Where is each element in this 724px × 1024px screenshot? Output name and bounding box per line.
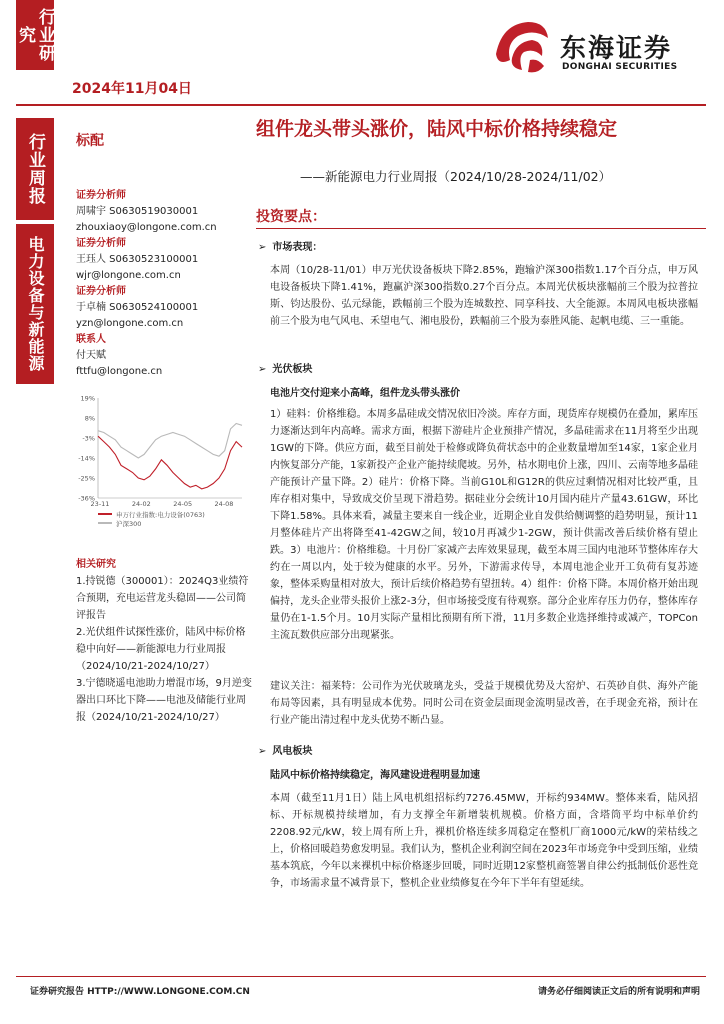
series-line [98,436,242,489]
analyst-role: 证券分析师 [76,286,126,297]
donghai-logo-icon [488,14,554,80]
brand-name-cn: 东海证券 [560,34,673,64]
related-research [76,556,252,726]
pv-bullet-label: 光伏板块 [272,364,313,375]
performance-chart [70,392,246,542]
analyst-email[interactable]: zhouxiaoy@longone.com.cn [76,222,217,233]
contact-role: 联系人 [76,334,106,345]
related-research-title: 相关研究 [76,559,116,570]
market-bullet-label: 市场表现： [272,242,323,253]
x-tick-label: 24-02 [131,500,151,508]
section-heading: 投资要点： [256,209,326,225]
y-tick-label: -14% [78,454,95,463]
market-bullet [258,238,322,253]
analyst-email[interactable]: wjr@longone.com.cn [76,270,181,281]
y-tick-label: -3% [82,434,95,443]
report-type-band: 行业研究 [16,0,54,70]
x-tick-label: 23-11 [90,500,110,508]
wind-bullet-label: 风电板块 [272,746,313,757]
analyst-email[interactable]: yzn@longone.com.cn [76,318,184,329]
y-tick-label: -36% [78,494,95,503]
series-line [98,424,242,459]
related-item[interactable]: 3.宁德晓遥电池助力增混市场，9月逆变器出口环比下降——电池及储能行业周报（2024/10/21-2024/10/27） [76,678,252,723]
y-tick-label: 19% [80,394,95,403]
analyst-list [76,188,246,380]
wind-heading: 陆风中标价格持续稳定，海风建设进程明显加速 [270,770,480,781]
legend-label: 申万行业指数:电力设备(0763) [116,511,205,519]
industry-rating: 标配 [76,133,104,149]
analyst-name: 于卓楠 S0630524100001 [76,302,199,313]
analyst-role: 证券分析师 [76,238,126,249]
wind-paragraph: 本周（截至11月1日）陆上风电机组招标约7276.45MW，开标约934MW。整体来看，陆风招标、开标规模持续增加，有力支撑全年新增装机规模。价格方面，含塔筒平均中标单价约2208.92元/kW，较上周有所上升，裸机价格连续多周稳定在整机厂商1000元/kW的荣枯线之上，价格回暖趋势愈发明显。我们认为，整机企业利润空间在2023年市场竞争中受到压缩，业绩基本筑底，今年以来裸机中标价格逐步回暖，同时近期12家整机商签署自律公约抵制低价恶性竞争，市场需求量不减背景下，整机企业业绩修复在今年下半年有望延续。 [270,793,698,889]
related-item[interactable]: 2.光伏组件试探性涨价，陆风中标价格稳中向好——新能源电力行业周报（2024/10/21-2024/10/27） [76,627,246,672]
pv-paragraph: 1）硅料：价格维稳。本周多晶硅成交情况依旧冷淡。库存方面，现货库存规模仍在叠加，累库压力逐渐达到年内高峰。需求方面，根据下游硅片企业预排产情况，多晶硅需求在11月将至少出现1GW的下降。供应方面，截至目前处于检修或降负荷状态中的企业数量增加至14家，1家企业月内恢复部分产能，1家新投产企业产能持续爬坡。另外，枯水期电价上涨，四川、云南等地多晶硅产能预计产量下降。2）硅片：价格下降。当前G10L和G12R的供应过剩情况相对比较严重，且库存相对集中，导致成交价呈现下滑趋势。据硅业分会统计10月国内硅片产量43.61GW，环比下降1.58%。具体来看，减量主要来自一线企业，近期企业自发供给侧调整的趋势明显，预计11月整体硅片产出将降至41-42GW之间，较10月再减少1-2GW，预计供需改善后续价格有望止跌。3）电池片：价格维稳。十月份厂家减产去库效果显现，截至本周三国内电池环节整体库存大约在一周以内，处于较为健康的水平。另外，下游需求传导，本周电池企业开工负荷有复苏迹象，整体采购量相对放大，预计后续价格趋势有望扭转。4）组件：价格下降。本周价格开始出现偏持，龙头企业带头报价上涨2-3分，但市场接受度有待观察。部分企业库存压力仍存，整体库存量仍在1-1.5个月。10月实际产量相比预期有所下滑，11月多数企业选择维持或减产，TOPCon主流瓦数供应部分出现紧张。 [270,409,698,641]
contact-name: 付天赋 [76,350,106,361]
industry-band: 电力设备与新能源 [16,224,54,384]
weekly-report-band: 行业周报 [16,118,54,220]
x-tick-label: 24-08 [214,500,234,508]
y-tick-label: -25% [78,474,95,483]
footer-source[interactable]: 证券研究报告 HTTP://WWW.LONGONE.COM.CN [30,987,250,997]
analyst-role: 证券分析师 [76,190,126,201]
header-divider [16,104,706,106]
report-subtitle: ——新能源电力行业周报（2024/10/28-2024/11/02） [300,169,612,184]
analyst-name: 周啸宇 S0630519030001 [76,206,199,217]
x-tick-label: 24-05 [173,500,193,508]
report-title: 组件龙头带头涨价，陆风中标价格持续稳定 [256,118,618,140]
footer-disclaimer: 请务必仔细阅读正文后的所有说明和声明 [537,987,700,997]
footer-divider [16,976,706,977]
section-divider [256,228,706,229]
analyst-name: 王珏人 S0630523100001 [76,254,199,265]
y-tick-label: 8% [84,414,95,423]
brand-name-en: DONGHAI SECURITIES [562,62,678,72]
report-date: 2024年11月04日 [72,81,192,97]
pv-suggestion: 建议关注：福莱特：公司作为光伏玻璃龙头，受益于规模优势及大窑炉、石英砂自供、海外产能布局等因素，具有明显成本优势。同时公司在资金层面现金流明显改善，在手现金充裕，预计在行业产能出清过程中龙头优势不断凸显。 [270,681,698,726]
wind-bullet [258,742,312,757]
market-paragraph: 本周（10/28-11/01）申万光伏设备板块下降2.85%，跑输沪深300指数1.17个百分点，申万风电设备板块下降1.41%，跑赢沪深300指数0.27个百分点。本周光伏板块涨幅前三个股为拉普拉斯、钧达股份、弘元绿能，跌幅前三个股为连城数控、同享科技、大全能源。本周风电板块涨幅前三个股为电气风电、禾望电气、湘电股份，跌幅前三个股为泰胜风能、起帆电缆、三一重能。 [270,265,698,327]
related-item[interactable]: 1.持锐德（300001）：2024Q3业绩符合预期，充电运营龙头稳固——公司简评报告 [76,576,249,621]
contact-email[interactable]: fttfu@longone.cn [76,366,163,377]
performance-chart-svg [70,392,246,542]
pv-heading: 电池片交付迎来小高峰，组件龙头带头涨价 [270,388,460,399]
legend-label: 沪深300 [116,520,142,528]
pv-bullet [258,360,312,375]
